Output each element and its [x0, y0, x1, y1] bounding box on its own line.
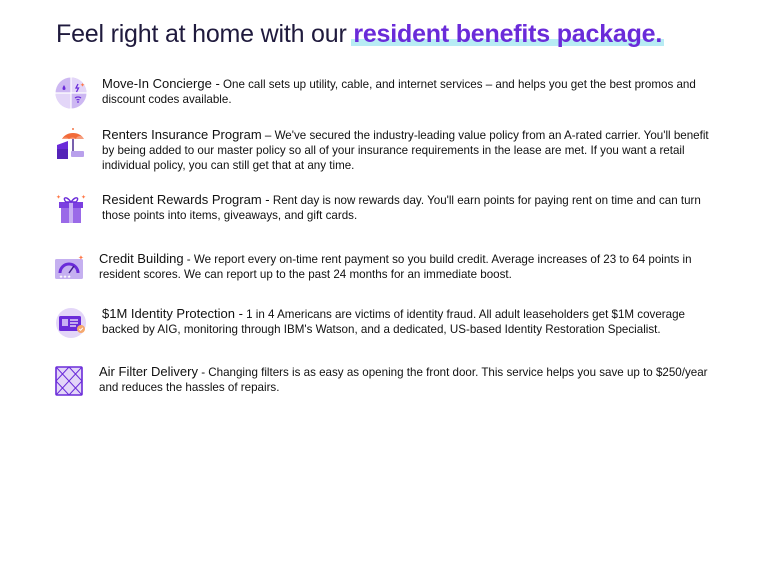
- svg-text:✦: ✦: [78, 254, 84, 262]
- air-filter-icon: [54, 364, 88, 398]
- svg-text:✦: ✦: [80, 82, 86, 89]
- concierge-icon: [54, 76, 88, 110]
- benefit-description: One call sets up utility, cable, and internet services – and helps you get the best promos and discount codes available.: [102, 78, 696, 106]
- title-highlight: resident benefits package.: [353, 20, 663, 48]
- benefit-title: Renters Insurance Program: [102, 127, 262, 142]
- svg-text:✦: ✦: [81, 194, 87, 201]
- benefit-title: Resident Rewards Program -: [102, 192, 270, 207]
- svg-text:✦: ✦: [56, 194, 62, 201]
- umbrella-house-icon: [54, 127, 88, 161]
- svg-text:★★★: ★★★: [59, 275, 72, 280]
- benefit-description: Rent day is now rewards day. You'll earn points for paying rent on time and can turn those points into items, giveaways, and gift cards.: [102, 194, 701, 222]
- benefit-title: Credit Building: [99, 251, 184, 266]
- benefit-description: – We've secured the industry-leading value policy from an A-rated carrier. You'll benefit by being added to our master policy so all of your insurance requirements in the lease are met. If you want a retail individual policy, you can still get that at any time.: [102, 129, 709, 172]
- identity-card-icon: [54, 306, 88, 340]
- benefit-title: $1M Identity Protection -: [102, 306, 243, 321]
- benefit-title: Air Filter Delivery: [99, 364, 198, 379]
- benefit-description: 1 in 4 Americans are victims of identity fraud. All adult leaseholders get $1M coverage backed by AIG, monitoring through IBM's Watson, and a dedicated, US-based Identity Restoration Specialist.: [102, 308, 685, 336]
- credit-gauge-icon: [54, 251, 88, 285]
- benefit-description: - Changing filters is as easy as opening the front door. This service helps you save up to $250/year and reduces the hassles of repairs.: [99, 366, 708, 394]
- benefit-title: Move-In Concierge -: [102, 76, 220, 91]
- page-title: [56, 20, 662, 49]
- benefit-description: - We report every on-time rent payment so you build credit. Average increases of 23 to 64 points in resident scores. We can report up to the past 24 months for an immediate boost.: [99, 253, 692, 281]
- title-prefix: Feel right at home with our: [56, 20, 354, 48]
- gift-icon: [54, 192, 88, 226]
